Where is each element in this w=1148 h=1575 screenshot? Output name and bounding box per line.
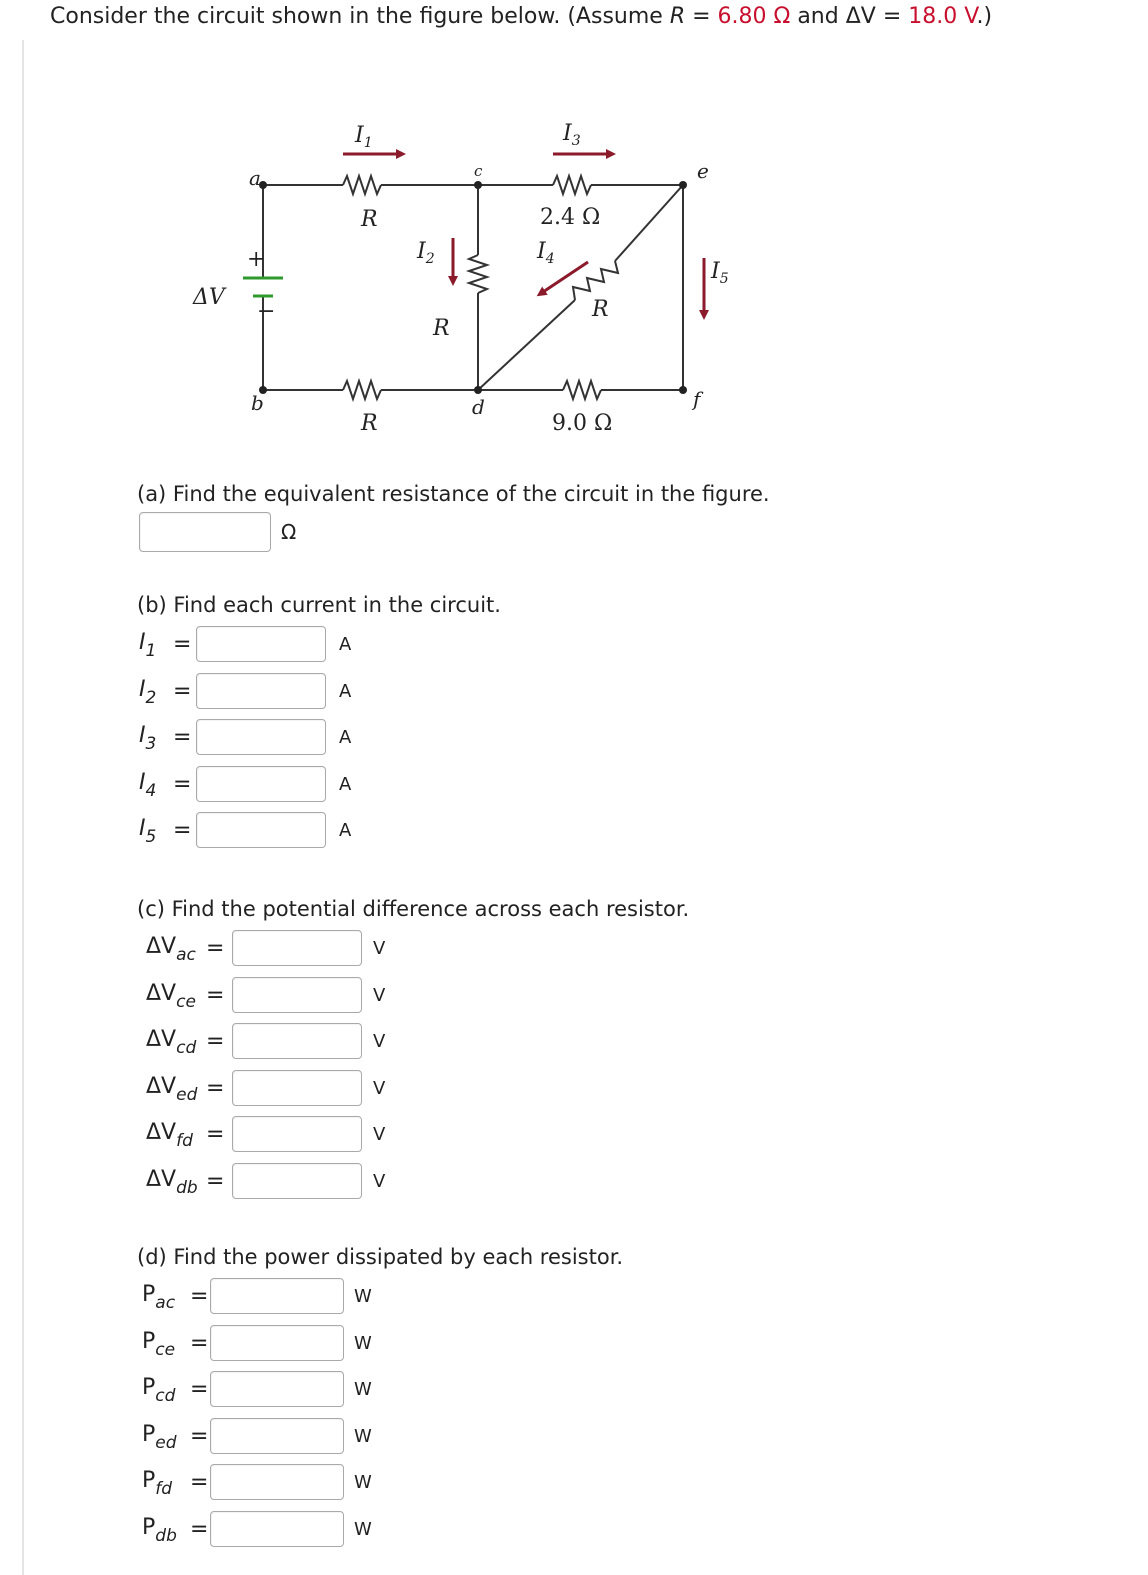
unit-label: V xyxy=(373,938,386,959)
equals-sign: = xyxy=(173,678,192,704)
answer-row-a xyxy=(139,512,439,552)
part-d-row xyxy=(142,1511,384,1551)
answer-input[interactable] xyxy=(196,719,326,755)
unit-label: V xyxy=(373,984,386,1006)
equals-sign: = xyxy=(206,1075,225,1101)
part-d-row xyxy=(142,1325,384,1365)
node-d-label: d xyxy=(472,395,485,419)
answer-input[interactable] xyxy=(232,977,362,1013)
answer-input[interactable] xyxy=(196,626,326,662)
variable-label: $I_1$ xyxy=(139,630,157,661)
resistor-ce-label: 2.4 Ω xyxy=(540,205,601,230)
battery-minus-label: − xyxy=(257,299,276,324)
battery-plus-label: + xyxy=(247,247,266,272)
variable-label: $P_{fd}$ xyxy=(142,1468,173,1499)
unit-label: A xyxy=(339,680,352,702)
equivalent-resistance-input[interactable] xyxy=(139,512,271,552)
node-b-label: b xyxy=(251,391,264,415)
equals-sign: = xyxy=(206,982,225,1008)
part-b-row xyxy=(139,719,369,759)
part-c-row xyxy=(146,1070,403,1110)
question-d: (d) Find the power dissipated by each resistor. xyxy=(137,1245,624,1269)
variable-label: $P_{ed}$ xyxy=(142,1421,177,1453)
unit-label: W xyxy=(354,1472,372,1493)
answer-input[interactable] xyxy=(232,1023,362,1059)
part-b-row xyxy=(139,766,369,806)
part-d-row xyxy=(142,1464,384,1504)
answer-input[interactable] xyxy=(232,930,362,966)
equals-sign: = xyxy=(206,1168,225,1194)
equals-sign: = xyxy=(173,725,192,750)
current-i1-label: $I_1$ xyxy=(355,123,373,151)
current-i3-label: $I_3$ xyxy=(563,121,581,149)
part-c-row xyxy=(146,977,403,1017)
question-b: (b) Find each current in the circuit. xyxy=(137,593,501,617)
left-margin-rule xyxy=(22,40,24,1575)
variable-label: $I_4$ xyxy=(139,769,157,801)
answer-input[interactable] xyxy=(210,1511,344,1547)
equals-sign: = xyxy=(190,1516,209,1542)
part-c-row xyxy=(146,1023,403,1063)
part-b-row xyxy=(139,673,369,713)
unit-label: A xyxy=(339,820,352,841)
resistor-db-label: R xyxy=(361,411,378,436)
variable-label: $I_2$ xyxy=(139,676,157,708)
variable-label: $\Delta V_{db}$ xyxy=(146,1166,198,1198)
current-i4-label: $I_4$ xyxy=(537,239,555,267)
question-c: (c) Find the potential difference across each resistor. xyxy=(137,897,690,921)
answer-input[interactable] xyxy=(210,1325,344,1361)
variable-label: $\Delta V_{ce}$ xyxy=(146,980,196,1012)
variable-label: $\Delta V_{ed}$ xyxy=(146,1073,198,1105)
resistor-ac-label: R xyxy=(361,207,378,232)
variable-label: $\Delta V_{fd}$ xyxy=(146,1120,193,1151)
part-c-row xyxy=(146,1163,403,1203)
unit-label: A xyxy=(339,727,352,748)
answer-input[interactable] xyxy=(210,1464,344,1500)
variable-label: $I_3$ xyxy=(139,723,157,754)
variable-label: $P_{ce}$ xyxy=(142,1328,176,1360)
answer-input[interactable] xyxy=(232,1070,362,1106)
variable-label: $I_5$ xyxy=(139,816,157,847)
answer-input[interactable] xyxy=(232,1163,362,1199)
part-d-row xyxy=(142,1278,384,1318)
node-f-label: f xyxy=(693,387,701,411)
battery-label: ΔV xyxy=(193,285,225,310)
question-a: (a) Find the equivalent resistance of the circuit in the figure. xyxy=(137,482,770,506)
unit-label: W xyxy=(354,1425,372,1447)
equals-sign: = xyxy=(206,1122,225,1147)
part-b-row xyxy=(139,626,369,666)
resistor-fd-label: 9.0 Ω xyxy=(552,411,613,436)
unit-label: V xyxy=(373,1077,386,1099)
equals-sign: = xyxy=(190,1470,209,1495)
equals-sign: = xyxy=(206,936,225,961)
answer-input[interactable] xyxy=(232,1116,362,1152)
unit-label: V xyxy=(373,1124,386,1145)
unit-label: W xyxy=(354,1379,372,1400)
answer-input[interactable] xyxy=(196,812,326,848)
equals-sign: = xyxy=(190,1284,209,1309)
equals-sign: = xyxy=(206,1029,225,1054)
part-c-row xyxy=(146,930,403,970)
equals-sign: = xyxy=(173,818,192,843)
part-d-row xyxy=(142,1371,384,1411)
part-d-row xyxy=(142,1418,384,1458)
variable-label: $\Delta V_{cd}$ xyxy=(146,1027,197,1058)
unit-label: W xyxy=(354,1518,372,1540)
equals-sign: = xyxy=(173,632,192,657)
variable-label: $\Delta V_{ac}$ xyxy=(146,934,196,965)
resistor-cd-label: R xyxy=(433,316,450,341)
variable-label: $P_{ac}$ xyxy=(142,1282,176,1313)
equals-sign: = xyxy=(190,1377,209,1402)
node-c-label: c xyxy=(474,162,483,180)
unit-ohm: Ω xyxy=(281,520,297,544)
answer-input[interactable] xyxy=(196,673,326,709)
circuit-diagram xyxy=(180,110,740,440)
current-i5-label: $I_5$ xyxy=(711,259,729,287)
unit-label: A xyxy=(339,634,352,655)
problem-statement: Consider the circuit shown in the figure below. (Assume R = 6.80 Ω and ΔV = 18.0 V.) xyxy=(50,4,993,29)
unit-label: A xyxy=(339,773,352,795)
variable-label: $P_{cd}$ xyxy=(142,1375,176,1406)
answer-input[interactable] xyxy=(196,766,326,802)
answer-input[interactable] xyxy=(210,1278,344,1314)
unit-label: W xyxy=(354,1332,372,1354)
unit-label: V xyxy=(373,1170,386,1192)
answer-input[interactable] xyxy=(210,1418,344,1454)
node-e-label: e xyxy=(697,159,709,183)
variable-label: $P_{db}$ xyxy=(142,1514,177,1546)
node-a-label: a xyxy=(249,166,261,190)
unit-label: W xyxy=(354,1286,372,1307)
answer-input[interactable] xyxy=(210,1371,344,1407)
equals-sign: = xyxy=(173,771,192,797)
unit-label: V xyxy=(373,1031,386,1052)
part-b-row xyxy=(139,812,369,852)
current-i2-label: $I_2$ xyxy=(417,239,435,267)
equals-sign: = xyxy=(190,1330,209,1356)
part-c-row xyxy=(146,1116,403,1156)
equals-sign: = xyxy=(190,1423,209,1449)
resistor-ed-label: R xyxy=(592,297,609,322)
